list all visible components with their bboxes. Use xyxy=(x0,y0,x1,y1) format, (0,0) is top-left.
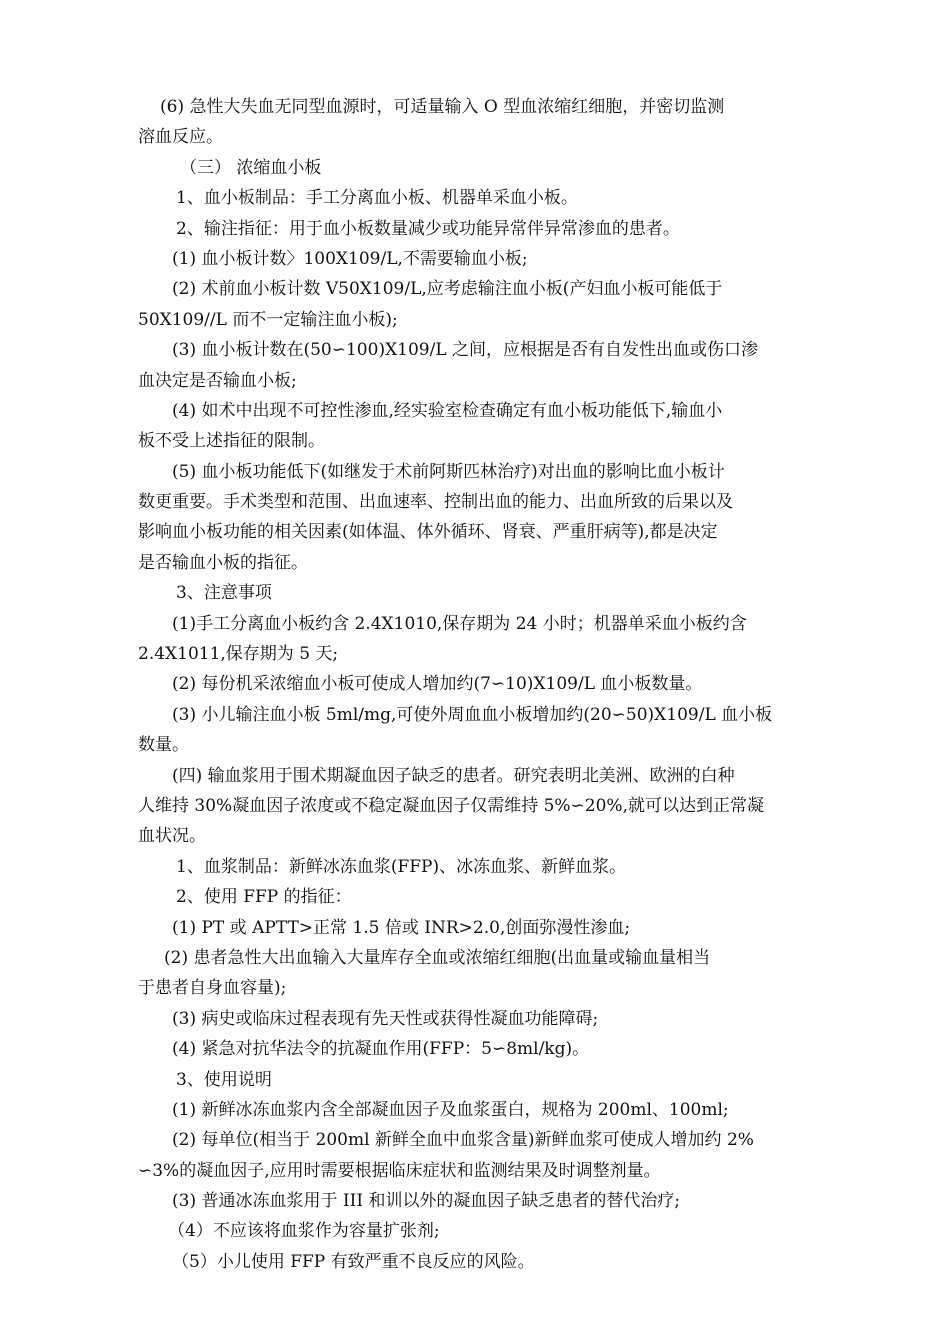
document-body xyxy=(138,92,818,1277)
text-line: 2、使用 FFP 的指征： xyxy=(176,887,352,908)
text-line: (四) 输血浆用于围术期凝血因子缺乏的患者。研究表明北美洲、欧洲的白种 xyxy=(172,765,735,786)
text-line: 人维持 30%凝血因子浓度或不稳定凝血因子仅需维持 5%∽20%,就可以达到正常凝 xyxy=(138,795,764,816)
text-line: （4）不应该将血浆作为容量扩张剂; xyxy=(168,1221,440,1242)
text-line: (2) 每份机采浓缩血小板可使成人增加约(7∽10)X109/L 血小板数量。 xyxy=(172,674,703,695)
text-line: (2) 每单位(相当于 200ml 新鲜全血中血浆含量)新鲜血浆可使成人增加约 2% xyxy=(172,1130,754,1151)
text-line: (1) 新鲜冰冻血浆内含全部凝血因子及血浆蛋白，规格为 200ml、100ml; xyxy=(172,1099,729,1120)
text-line: (3) 血小板计数在(50∽100)X109/L 之间，应根据是否有自发性出血或伤口渗 xyxy=(172,340,759,361)
text-line: 血决定是否输血小板; xyxy=(138,370,297,391)
text-line: (3) 病史或临床过程表现有先天性或获得性凝血功能障碍; xyxy=(172,1008,599,1029)
text-line: (6) 急性大失血无同型血源时，可适量输入 O 型血浓缩红细胞，并密切监测 xyxy=(160,97,725,117)
text-line: 1、血小板制品：手工分离血小板、机器单采血小板。 xyxy=(176,188,578,209)
text-line: (2) 患者急性大出血输入大量库存全血或浓缩红细胞(出血量或输血量相当 xyxy=(164,947,711,968)
text-line: (1) PT 或 APTT>正常 1.5 倍或 INR>2.0,创面弥漫性渗血; xyxy=(172,917,631,938)
text-line: (3) 小儿输注血小板 5ml/mg,可使外周血血小板增加约(20∽50)X109/L 血小板 xyxy=(172,704,773,725)
text-line: ∽3%的凝血因子,应用时需要根据临床症状和监测结果及时调整剂量。 xyxy=(138,1160,661,1181)
text-line: （5）小儿使用 FFP 有致严重不良反应的风险。 xyxy=(172,1251,535,1272)
text-line: 2、输注指征：用于血小板数量减少或功能异常伴异常渗血的患者。 xyxy=(176,218,680,239)
text-line: (1) 血小板计数〉100X109/L,不需要输血小板; xyxy=(172,248,528,269)
text-line: (4) 如术中出现不可控性渗血,经实验室检查确定有血小板功能低下,输血小 xyxy=(172,400,723,421)
text-line: 3、注意事项 xyxy=(176,583,272,604)
text-line: 于患者自身血容量); xyxy=(138,978,287,999)
text-line: 50X109//L 而不一定输注血小板); xyxy=(138,309,398,330)
text-line: (4) 紧急对抗华法令的抗凝血作用(FFP：5∽8ml/kg)。 xyxy=(172,1039,590,1060)
text-line: 血状况。 xyxy=(138,826,206,847)
text-line: (2) 术前血小板计数 V50X109/L,应考虑输注血小板(产妇血小板可能低于 xyxy=(172,279,723,300)
text-line: 板不受上述指征的限制。 xyxy=(138,431,325,452)
text-line: (5) 血小板功能低下(如继发于术前阿斯匹林治疗)对出血的影响比血小板计 xyxy=(172,461,725,482)
text-line: (1)手工分离血小板约含 2.4X1010,保存期为 24 小时；机器单采血小板约含 xyxy=(172,613,747,634)
text-line: 2.4X1011,保存期为 5 天; xyxy=(138,644,339,665)
text-line: 影响血小板功能的相关因素(如体温、体外循环、肾衰、严重肝病等),都是决定 xyxy=(138,522,718,543)
text-line: 是否输血小板的指征。 xyxy=(138,552,308,573)
text-line: 3、使用说明 xyxy=(176,1069,272,1090)
text-line: 1、血浆制品：新鲜冰冻血浆(FFP)、冰冻血浆、新鲜血浆。 xyxy=(176,856,627,877)
text-line: (3) 普通冰冻血浆用于 III 和训以外的凝血因子缺乏患者的替代治疗; xyxy=(172,1191,681,1212)
text-line: 溶血反应。 xyxy=(138,127,223,148)
text-line: 数量。 xyxy=(138,735,189,756)
text-line: （三） 浓缩血小板 xyxy=(180,157,322,178)
text-line: 数更重要。手术类型和范围、出血速率、控制出血的能力、出血所致的后果以及 xyxy=(138,492,733,513)
